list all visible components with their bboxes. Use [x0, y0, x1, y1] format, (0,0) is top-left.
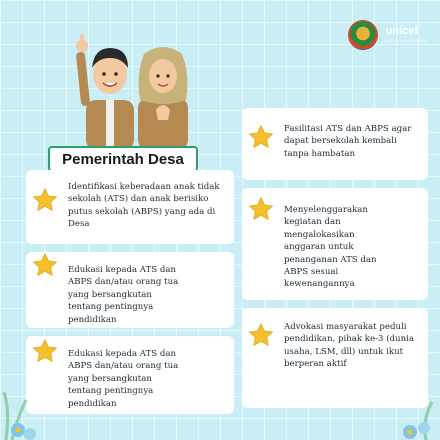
unicef-logo: [386, 26, 426, 44]
man-figure: [76, 34, 134, 150]
left-card-1: [26, 170, 234, 244]
unicef-tagline: untuk setiap anak: [385, 38, 426, 44]
star-icon: [248, 124, 274, 150]
star-icon: [32, 187, 58, 213]
title-badge: [48, 146, 198, 172]
logo-bar: [348, 20, 426, 50]
left-card-1-text: Identifikasi keberadaan anak tidak sekolah (ATS) dan anak berisiko putus sekolah (ABPS) yang ada di Desa: [68, 182, 220, 230]
right-card-2: [242, 188, 428, 300]
village-officials-illustration: [72, 34, 204, 150]
left-card-2: [26, 252, 234, 328]
unicef-wordmark: unicef: [385, 25, 419, 38]
star-icon: [248, 196, 274, 222]
star-icon: [32, 338, 58, 364]
ministry-emblem-icon: [348, 20, 378, 50]
left-card-3: [26, 336, 234, 414]
left-card-3-text: Edukasi kepada ATS dan ABPS dan/atau orang tua yang bersangkutan tentang pentingnya pendidikan: [68, 349, 179, 409]
right-card-2-text: Menyelenggarakan kegiatan dan mengalokasikan anggaran untuk penanganan ATS dan ABPS sesuai kewenangannya: [284, 205, 377, 290]
right-card-3-text: Advokasi masyarakat peduli pendidikan, pihak ke-3 (dunia usaha, LSM, dll) untuk ikut berperan aktif: [284, 322, 414, 370]
right-card-3: [242, 308, 428, 408]
star-icon: [248, 322, 274, 348]
page-title: Pemerintah Desa: [62, 150, 184, 168]
woman-figure: [138, 47, 188, 150]
right-card-1-text: Fasilitasi ATS dan ABPS agar dapat bersekolah kembali tanpa hambatan: [284, 124, 412, 159]
right-card-1: [242, 108, 428, 180]
star-icon: [32, 252, 58, 278]
left-card-2-text: Edukasi kepada ATS dan ABPS dan/atau orang tua yang bersangkutan tentang pentingnya pendidikan: [68, 265, 179, 325]
